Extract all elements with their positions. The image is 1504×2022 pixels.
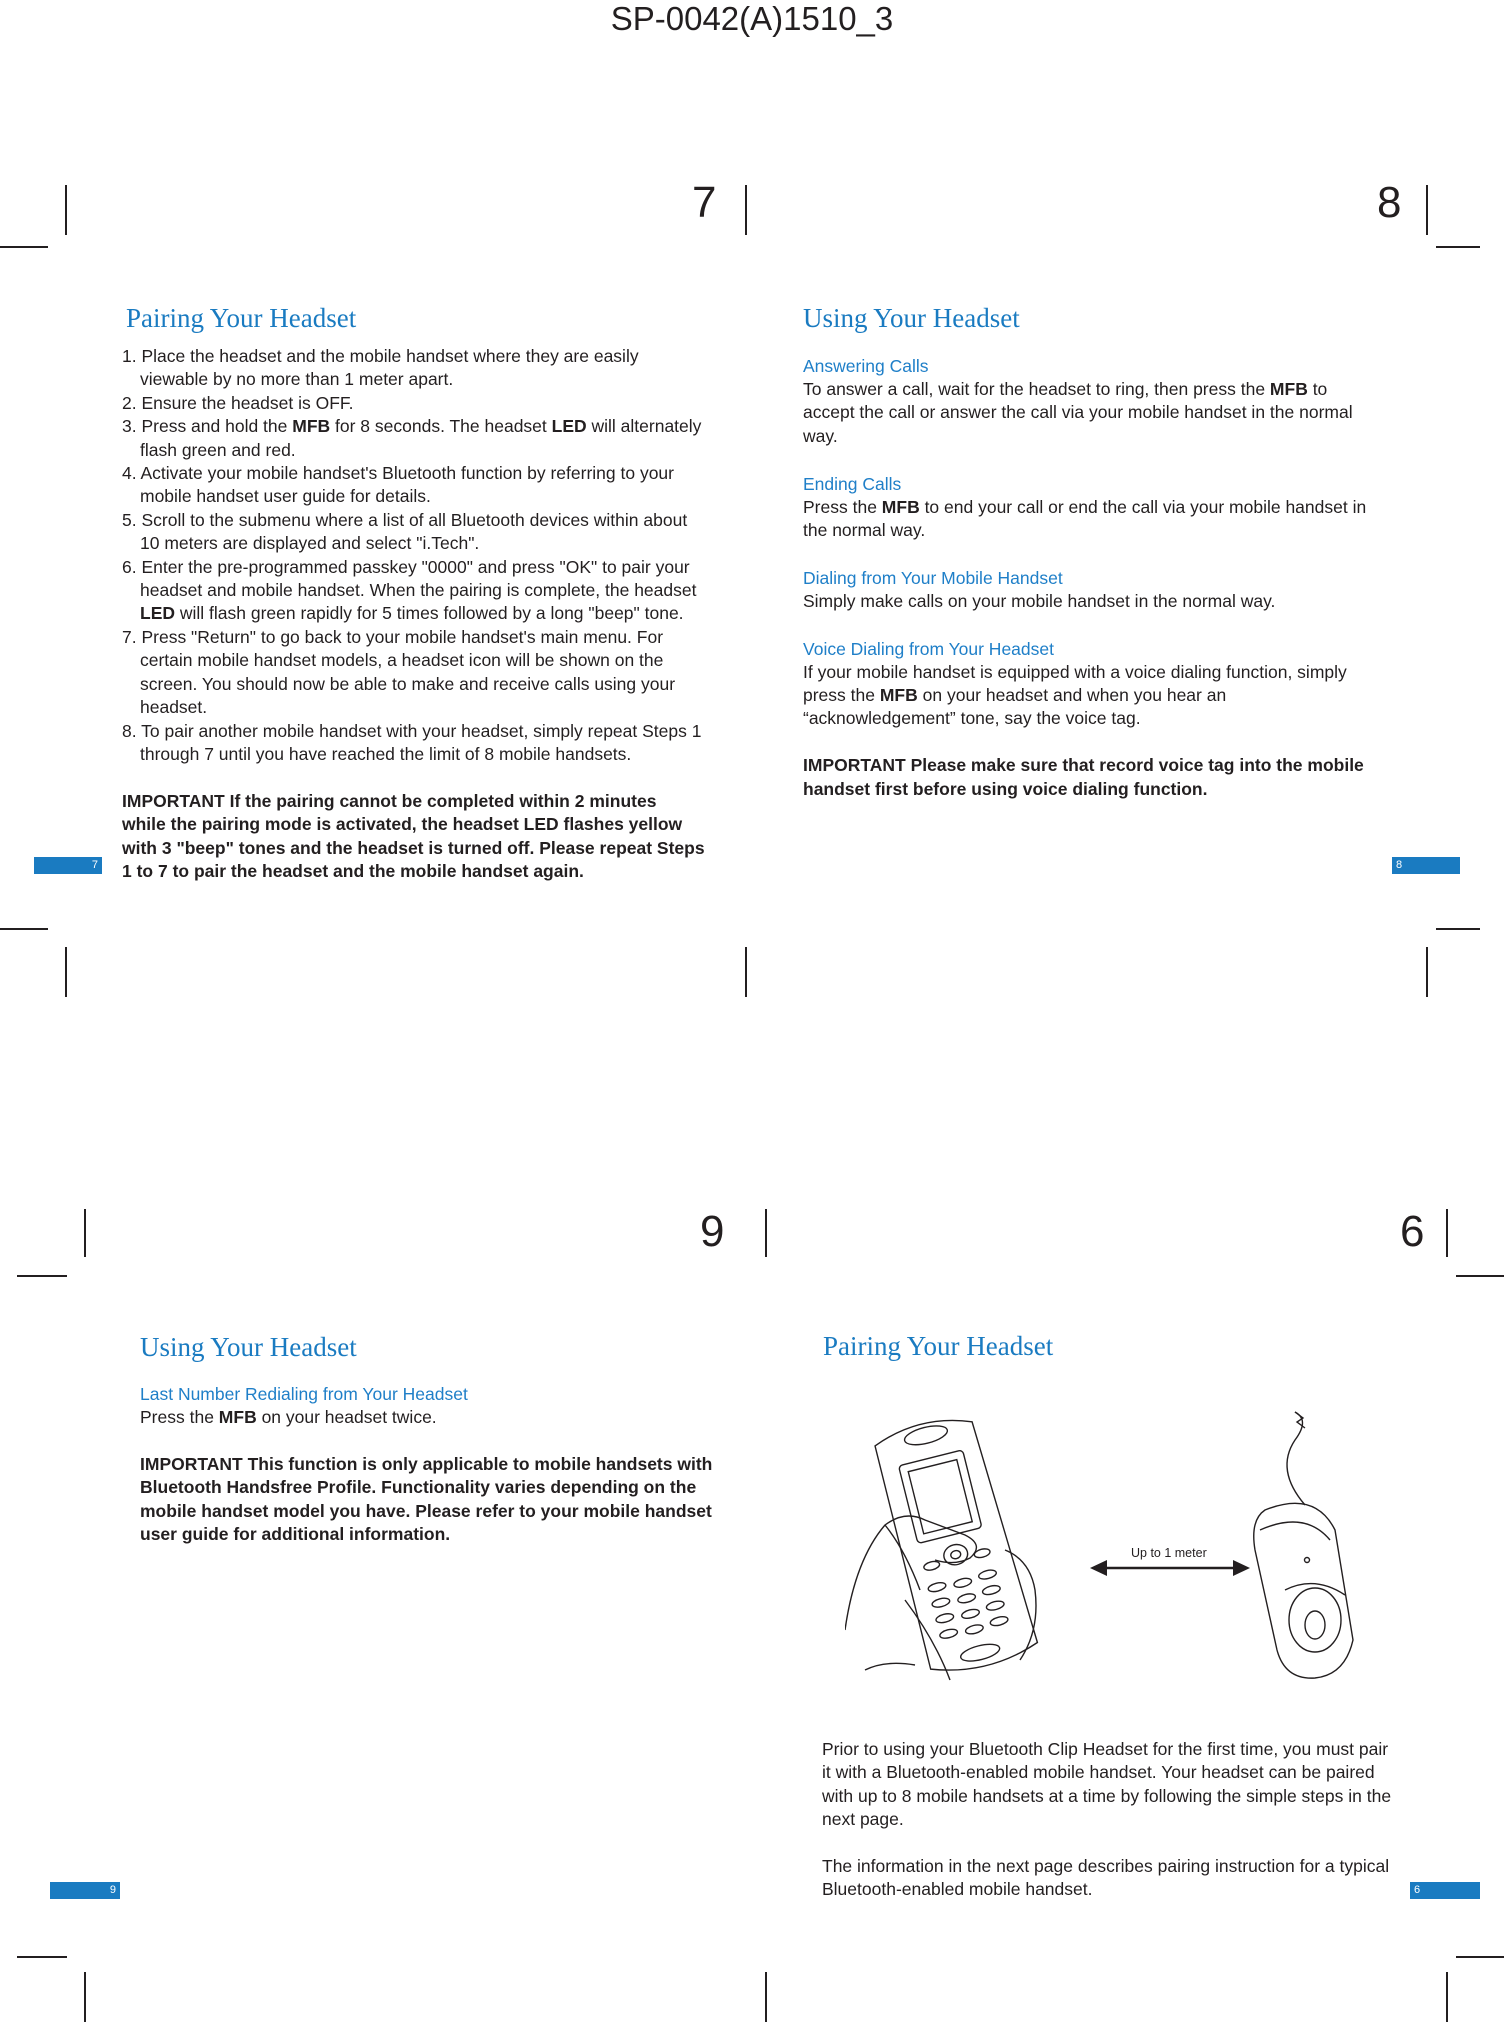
pairing-step xyxy=(122,415,705,462)
page-number-9: 9 xyxy=(700,1207,725,1256)
page6-tab xyxy=(1410,1882,1480,1899)
page-number-8: 8 xyxy=(1377,178,1402,227)
pairing-step xyxy=(122,626,705,720)
section-heading: Last Number Redialing from Your Headset xyxy=(140,1384,468,1404)
help-section xyxy=(140,1382,720,1429)
page-number-7: 7 xyxy=(692,178,717,227)
page7-tab xyxy=(34,857,102,874)
page6-tab-number: 6 xyxy=(1414,1884,1421,1896)
page6-body xyxy=(822,1738,1392,1902)
text-segment: 3. Press and hold the xyxy=(122,416,293,437)
section-heading: Answering Calls xyxy=(803,356,929,376)
page7-title: Pairing Your Headset xyxy=(126,303,357,333)
pairing-step xyxy=(122,392,705,415)
bold-term: LED xyxy=(551,416,587,437)
pairing-step xyxy=(122,509,705,556)
text-segment: To answer a call, wait for the headset to ring, then press the xyxy=(803,379,1270,399)
section-text xyxy=(803,496,1383,543)
text-segment: 4. Activate your mobile handset's Bluetooth function by referring to your mobile handset user guide for details. xyxy=(122,463,674,507)
text-segment: on your headset twice. xyxy=(256,1407,437,1427)
page7-important-note: IMPORTANT If the pairing cannot be completed within 2 minutes while the pairing mode is activated, the headset LED flashes yellow with 3 "beep" tones and the headset is turned off. Please repeat Steps 1 to 7 to pair the headset and the mobile handset again. xyxy=(122,790,705,881)
page6-title: Pairing Your Headset xyxy=(823,1331,1054,1361)
page8-title: Using Your Headset xyxy=(803,303,1020,333)
text-segment: Press the xyxy=(140,1407,219,1427)
bold-term: LED xyxy=(140,603,175,624)
help-section xyxy=(803,354,1383,448)
help-section xyxy=(803,566,1383,613)
text-segment: for 8 seconds. The headset xyxy=(330,416,552,437)
pairing-step xyxy=(122,720,705,767)
bluetooth-headset-icon xyxy=(1254,1412,1353,1678)
pairing-illustration xyxy=(845,1410,1365,1690)
help-section xyxy=(803,637,1383,731)
page-number-6: 6 xyxy=(1400,1207,1425,1256)
bold-term: MFB xyxy=(292,416,331,437)
pairing-step xyxy=(122,462,705,509)
text-segment: Press the xyxy=(803,496,882,517)
text-segment: to end your call or end the call via your mobile handset in the normal way. xyxy=(803,496,1367,541)
bold-term: MFB xyxy=(879,685,918,706)
section-heading: Ending Calls xyxy=(803,473,902,494)
page9-title: Using Your Headset xyxy=(140,1332,357,1362)
document-code: SP-0042(A)1510_3 xyxy=(610,0,894,37)
page9-important-note: IMPORTANT This function is only applicable to mobile handsets with Bluetooth Handsfree Profile. Functionality varies depending on the mobile handset model you have. Please refer to your mobile handset user guide for additional information. xyxy=(140,1453,713,1545)
page8-tab xyxy=(1392,857,1460,874)
page9-tab-number: 9 xyxy=(109,1884,116,1896)
page6-paragraph-2: The information in the next page describes pairing instruction for a typical Bluetooth-enabled mobile handset. xyxy=(822,1856,1390,1900)
page7-body xyxy=(122,345,705,883)
pairing-step xyxy=(122,345,705,392)
text-segment: on your headset and when you hear an “acknowledgement” tone, say the voice tag. xyxy=(803,685,1227,729)
text-segment: 7. Press "Return" to go back to your mobile handset's main menu. For certain mobile handset models, a headset icon will be shown on the screen. You should now be able to make and receive calls using your headset. xyxy=(122,626,676,718)
pairing-steps-list xyxy=(122,345,705,766)
distance-label: Up to 1 meter xyxy=(1131,1546,1207,1560)
text-segment: Simply make calls on your mobile handset in the normal way. xyxy=(803,590,1276,611)
section-text xyxy=(803,378,1383,448)
text-segment: will alternately flash green and red. xyxy=(140,416,702,460)
text-segment: 2. Ensure the headset is OFF. xyxy=(122,392,354,413)
bold-term: MFB xyxy=(1269,379,1308,399)
section-text xyxy=(803,590,1383,613)
distance-arrow-icon xyxy=(1090,1560,1250,1576)
bold-term: MFB xyxy=(218,1407,257,1427)
page6-paragraph-1: Prior to using your Bluetooth Clip Headset for the first time, you must pair it with a Bluetooth-enabled mobile handset. Your headset can be paired with up to 8 mobile handsets at a time by following the simple steps in the next page. xyxy=(822,1739,1392,1830)
help-section xyxy=(803,472,1383,543)
page9-sections xyxy=(140,1382,720,1429)
text-segment: to accept the call or answer the call via your mobile handset in the normal way. xyxy=(803,379,1353,446)
page8-important-note: IMPORTANT Please make sure that record voice tag into the mobile handset first before using voice dialing function. xyxy=(803,755,1364,799)
text-segment: If your mobile handset is equipped with a voice dialing function, simply press the xyxy=(803,661,1347,706)
text-segment: 8. To pair another mobile handset with your headset, simply repeat Steps 1 through 7 until you have reached the limit of 8 mobile handsets. xyxy=(122,720,702,764)
bold-term: MFB xyxy=(881,496,920,517)
page8-body xyxy=(803,354,1383,801)
section-text xyxy=(803,661,1383,731)
section-heading: Voice Dialing from Your Headset xyxy=(803,638,1054,659)
phone-and-headset-drawing xyxy=(845,1410,1365,1690)
text-segment: will flash green rapidly for 5 times followed by a long "beep" tone. xyxy=(175,603,684,624)
page8-sections xyxy=(803,354,1383,731)
section-text xyxy=(140,1406,720,1429)
pairing-step xyxy=(122,556,705,626)
page9-body xyxy=(140,1382,720,1546)
page7-tab-number: 7 xyxy=(91,859,98,871)
text-segment: 6. Enter the pre-programmed passkey "0000" and press "OK" to pair your headset and mobile handset. When the pairing is complete, the headset xyxy=(122,556,697,601)
text-segment: 5. Scroll to the submenu where a list of all Bluetooth devices within about 10 meters are displayed and select "i.Tech". xyxy=(122,509,688,554)
section-heading: Dialing from Your Mobile Handset xyxy=(803,567,1063,588)
page9-tab xyxy=(50,1882,120,1899)
page8-tab-number: 8 xyxy=(1396,859,1403,871)
text-segment: 1. Place the headset and the mobile handset where they are easily viewable by no more than 1 meter apart. xyxy=(122,346,639,390)
